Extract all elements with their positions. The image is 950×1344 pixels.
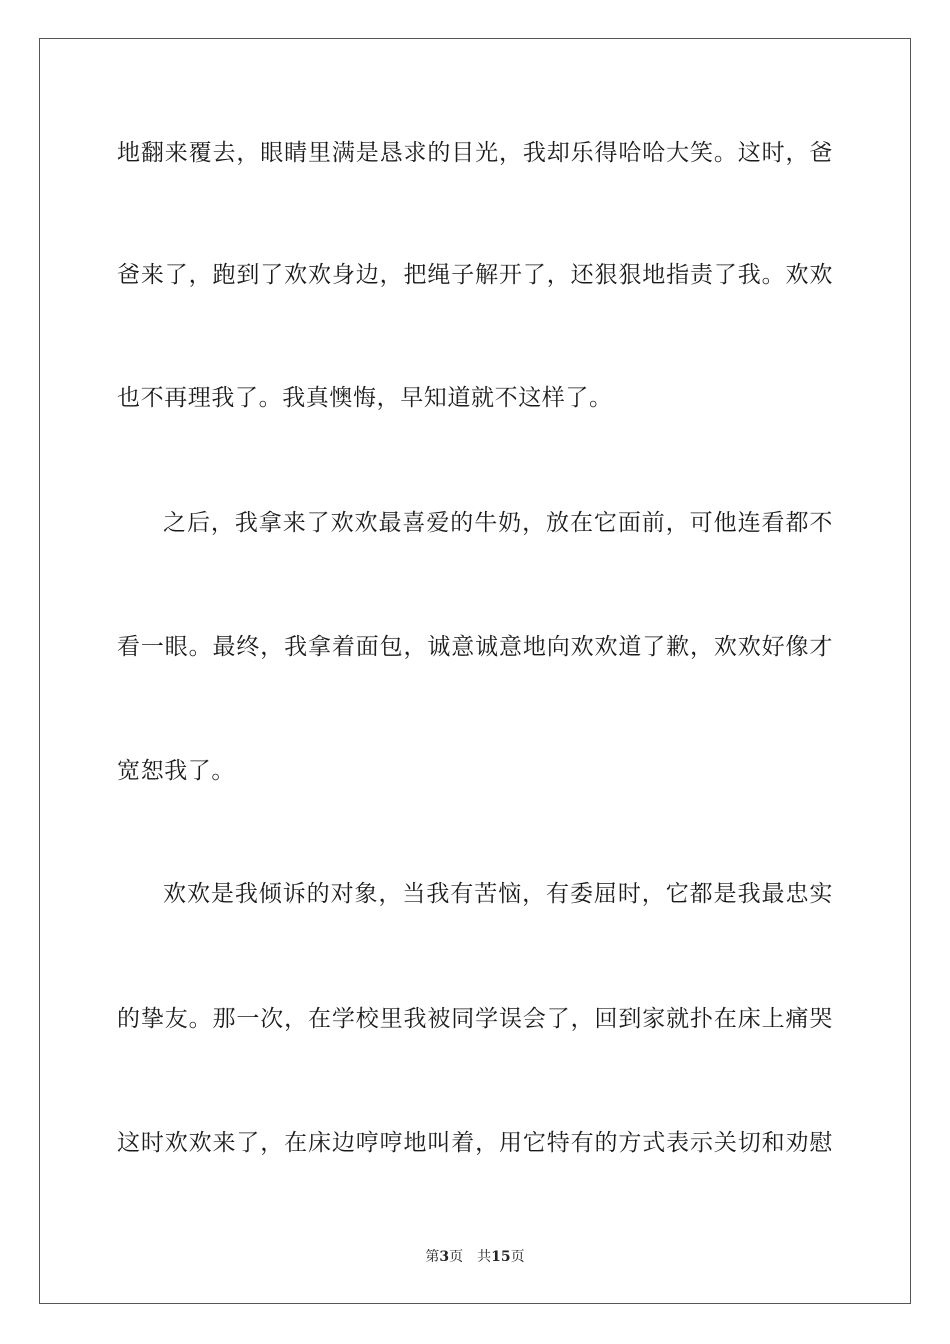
total-pages: 15 — [491, 1249, 511, 1265]
page-prefix: 第 — [425, 1249, 440, 1265]
text-line-1: 地翻来覆去，眼睛里满是恳求的目光，我却乐得哈哈大笑。这时，爸 — [117, 140, 833, 166]
total-suffix: 页 — [510, 1249, 525, 1265]
page-number: 3 — [439, 1249, 450, 1265]
text-line-4: 之后，我拿来了欢欢最喜爱的牛奶，放在它面前，可他连看都不 — [163, 510, 833, 536]
text-line-6: 宽恕我了。 — [117, 758, 235, 784]
text-line-8: 的挚友。那一次，在学校里我被同学误会了，回到家就扑在床上痛哭 — [117, 1006, 833, 1032]
page-border — [39, 38, 911, 1304]
page-suffix: 页 — [449, 1249, 464, 1265]
total-prefix: 共 — [477, 1249, 492, 1265]
page-footer — [0, 1248, 950, 1266]
text-line-7: 欢欢是我倾诉的对象，当我有苦恼，有委屈时，它都是我最忠实 — [163, 881, 833, 907]
text-line-3: 也不再理我了。我真懊悔，早知道就不这样了。 — [117, 385, 613, 411]
text-line-5: 看一眼。最终，我拿着面包，诚意诚意地向欢欢道了歉，欢欢好像才 — [117, 634, 833, 660]
text-line-9: 这时欢欢来了，在床边哼哼地叫着，用它特有的方式表示关切和劝慰 — [117, 1130, 833, 1156]
text-line-2: 爸来了，跑到了欢欢身边，把绳子解开了，还狠狠地指责了我。欢欢 — [117, 262, 833, 288]
